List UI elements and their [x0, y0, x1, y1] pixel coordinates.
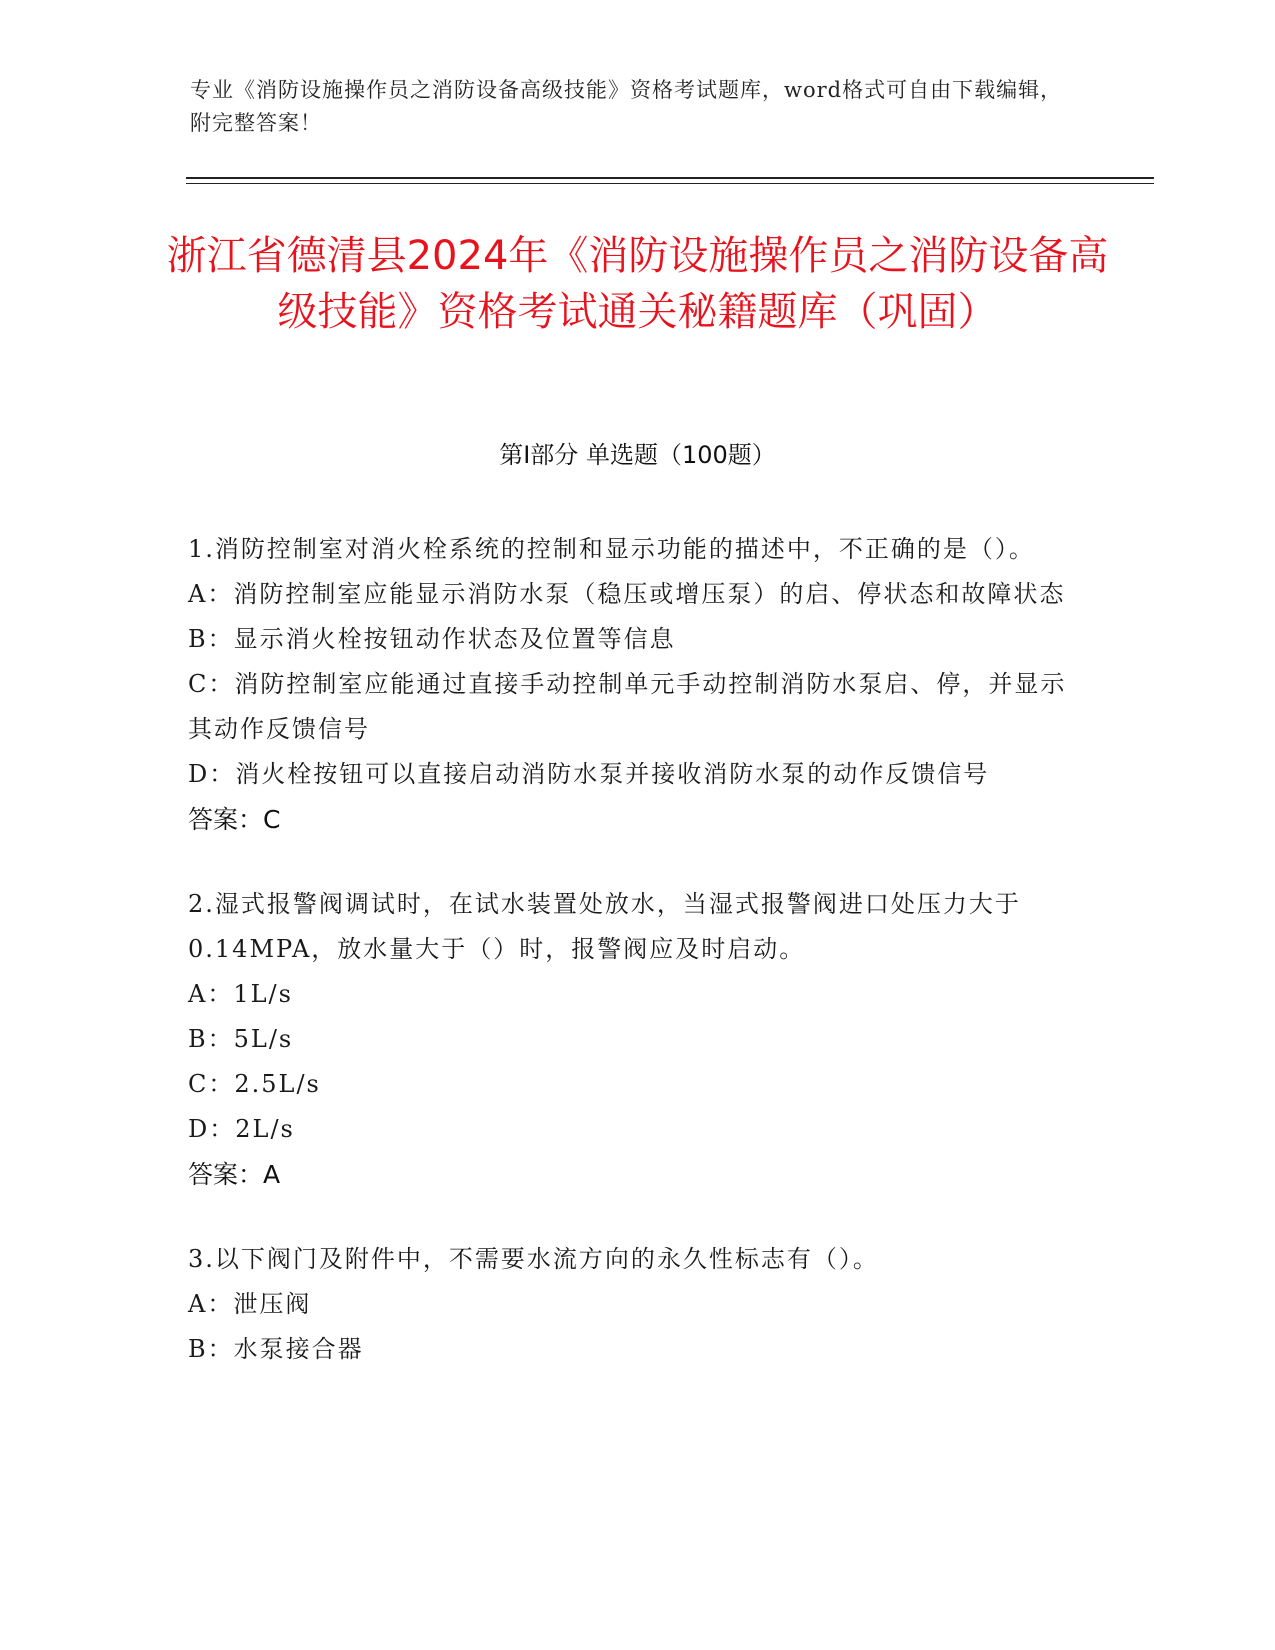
- option-a: A：1L/s: [188, 980, 293, 1008]
- header-divider-thick: [186, 177, 1154, 179]
- answer: 答案：C: [188, 805, 281, 834]
- option-c: C：消防控制室应能通过直接手动控制单元手动控制消防水泵启、停，并显示其动作反馈信号: [188, 670, 1067, 743]
- question-stem: 1.消防控制室对消火栓系统的控制和显示功能的描述中，不正确的是（）。: [188, 535, 1035, 563]
- question-stem: 3.以下阀门及附件中，不需要水流方向的永久性标志有（）。: [188, 1245, 879, 1273]
- option-d: D：消火栓按钮可以直接启动消防水泵并接收消防水泵的动作反馈信号: [188, 760, 990, 788]
- question-stem: 2.湿式报警阀调试时，在试水装置处放水，当湿式报警阀进口处压力大于0.14MPA，放水量大于（）时，报警阀应及时启动。: [188, 890, 1021, 963]
- option-a: A：消防控制室应能显示消防水泵（稳压或增压泵）的启、停状态和故障状态: [188, 580, 1066, 608]
- option-c: C：2.5L/s: [188, 1070, 321, 1098]
- question-list: [188, 527, 1078, 1412]
- question-1: [188, 527, 1078, 842]
- option-a: A：泄压阀: [188, 1290, 312, 1318]
- option-b: B：水泵接合器: [188, 1335, 364, 1363]
- option-d: D：2L/s: [188, 1115, 295, 1143]
- header-divider-thin: [186, 183, 1154, 184]
- document-title: 浙江省德清县2024年《消防设施操作员之消防设备高级技能》资格考试通关秘籍题库（巩固）: [166, 233, 1109, 335]
- section-title: 第Ⅰ部分 单选题（100题）: [499, 441, 776, 469]
- option-b: B：5L/s: [188, 1025, 294, 1053]
- question-3: [188, 1237, 1078, 1372]
- question-2: [188, 882, 1078, 1197]
- header-note: 专业《消防设施操作员之消防设备高级技能》资格考试题库，word格式可自由下载编辑，附完整答案！: [190, 78, 1063, 135]
- option-b: B：显示消火栓按钮动作状态及位置等信息: [188, 625, 676, 653]
- answer: 答案：A: [188, 1160, 281, 1189]
